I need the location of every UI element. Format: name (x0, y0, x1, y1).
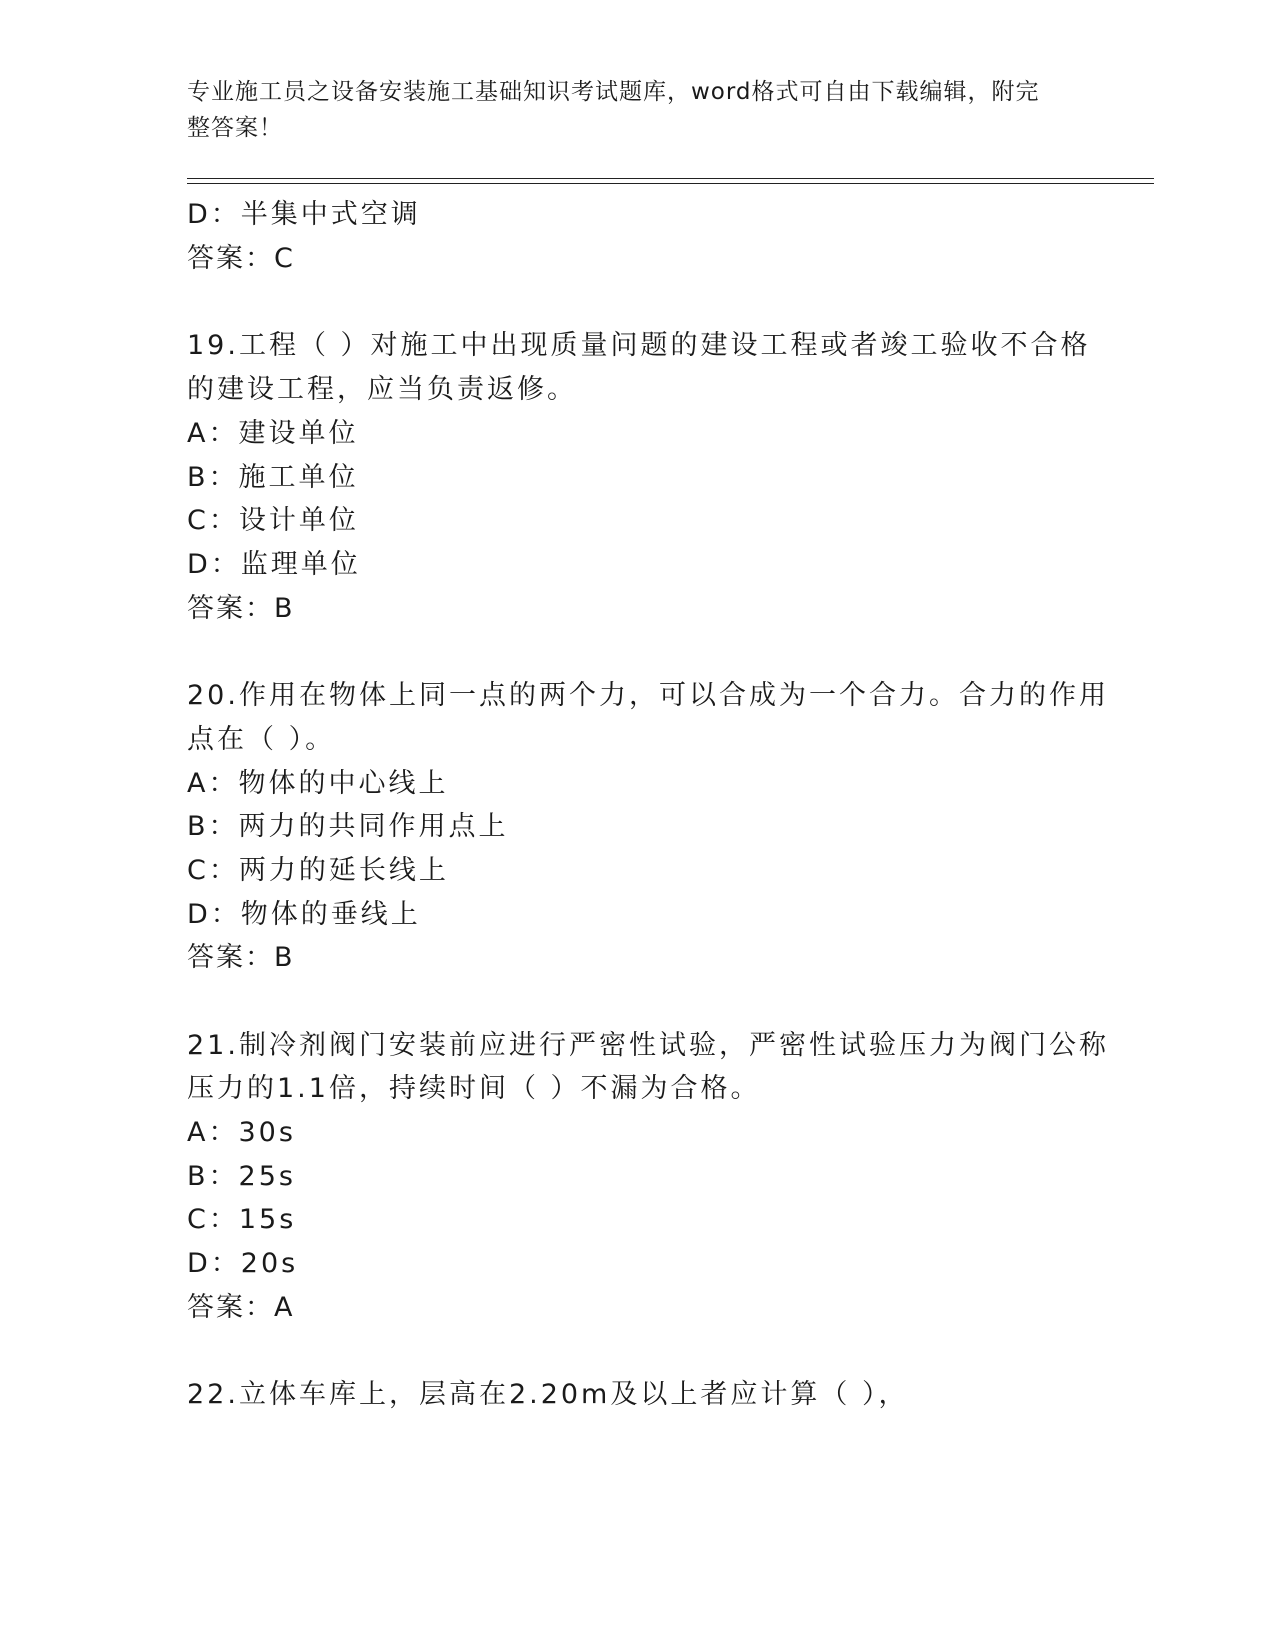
header-divider-top (187, 178, 1154, 179)
q19-option-a: A：建设单位 (187, 418, 359, 449)
q21-answer: 答案：A (187, 1292, 295, 1323)
q20-option-c: C：两力的延长线上 (187, 855, 449, 886)
q20-stem-line-2: 点在（ ）。 (187, 724, 336, 755)
q19-stem-line-2: 的建设工程，应当负责返修。 (187, 374, 577, 405)
q22-stem-line-1: 22.立体车库上，层高在2.20m及以上者应计算（ ）， (187, 1379, 909, 1410)
q19-answer: 答案：B (187, 593, 295, 624)
q21-option-c: C：15s (187, 1204, 297, 1235)
prev-option-d: D：半集中式空调 (187, 199, 421, 230)
header-line-2: 整答案！ (187, 115, 283, 141)
q20-option-a: A：物体的中心线上 (187, 768, 449, 799)
q21-option-a: A：30s (187, 1117, 296, 1148)
prev-answer: 答案：C (187, 243, 295, 274)
q19-option-d: D：监理单位 (187, 549, 361, 580)
q19-stem-line-1: 19.工程（ ）对施工中出现质量问题的建设工程或者竣工验收不合格 (187, 330, 1091, 361)
q19-option-b: B：施工单位 (187, 462, 359, 493)
q19-option-c: C：设计单位 (187, 505, 359, 536)
q20-option-b: B：两力的共同作用点上 (187, 811, 509, 842)
q21-stem-line-1: 21.制冷剂阀门安装前应进行严密性试验，严密性试验压力为阀门公称 (187, 1030, 1109, 1061)
q20-stem-line-1: 20.作用在物体上同一点的两个力，可以合成为一个合力。合力的作用 (187, 680, 1109, 711)
q21-option-b: B：25s (187, 1161, 296, 1192)
q20-option-d: D：物体的垂线上 (187, 899, 421, 930)
header-divider-bottom (187, 183, 1154, 184)
header-line-1: 专业施工员之设备安装施工基础知识考试题库，word格式可自由下载编辑，附完 (187, 79, 1040, 105)
q20-answer: 答案：B (187, 942, 295, 973)
q21-option-d: D：20s (187, 1248, 299, 1279)
document-header (187, 74, 1067, 146)
q21-stem-line-2: 压力的1.1倍，持续时间（ ）不漏为合格。 (187, 1073, 761, 1104)
